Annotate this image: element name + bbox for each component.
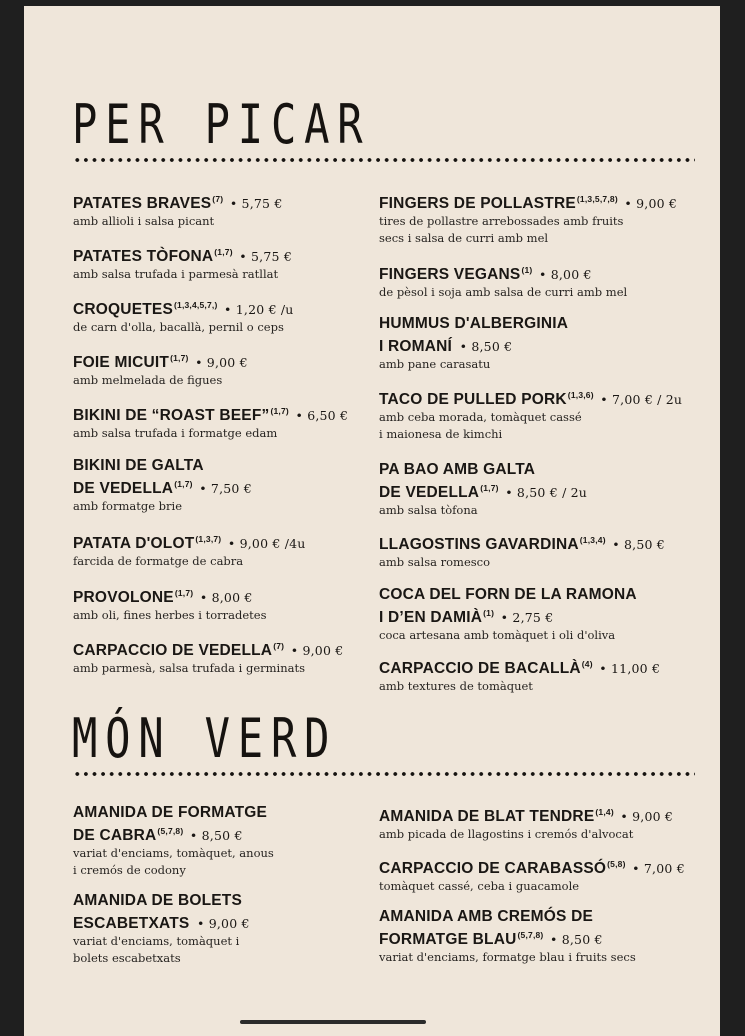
allergens: (1,3,6) <box>567 390 594 400</box>
item-description: amb picada de llagostins i cremós d'alvocat <box>379 827 634 841</box>
allergens: (7) <box>273 641 285 651</box>
menu-item <box>379 261 691 301</box>
menu-item <box>73 803 378 879</box>
item-name: CROQUETES <box>73 301 173 318</box>
item-description: amb textures de tomàquet <box>379 679 533 693</box>
menu-item <box>379 314 691 373</box>
allergens: (7) <box>212 194 224 204</box>
allergens: (1,4) <box>595 807 614 817</box>
item-price: • 5,75 € <box>239 249 292 264</box>
item-name: PROVOLONE <box>73 589 174 606</box>
item-name: I D’EN DAMIÀ <box>379 609 483 626</box>
menu-item <box>379 460 691 519</box>
item-description: amb pane carasatu <box>379 357 491 371</box>
item-description: amb salsa trufada i formatge edam <box>73 426 278 440</box>
item-price: • 9,00 € <box>195 355 248 370</box>
item-name: LLAGOSTINS GAVARDINA <box>379 536 579 553</box>
item-price: • 8,50 € <box>612 537 665 552</box>
menu-item <box>379 531 691 571</box>
item-description: amb salsa tòfona <box>379 503 478 517</box>
menu-item <box>73 891 378 967</box>
item-name: FOIE MICUIT <box>73 354 170 371</box>
item-name: DE CABRA <box>73 827 157 844</box>
item-price: • 9,00 € <box>624 196 678 211</box>
item-name-line1: PA BAO AMB GALTA <box>379 461 536 478</box>
menu-item <box>379 386 691 443</box>
item-price: • 7,00 € / 2u <box>600 392 683 407</box>
allergens: (1,7) <box>170 353 189 363</box>
item-description: amb ceba morada, tomàquet cassé <box>379 410 582 424</box>
item-description: de carn d'olla, bacallà, pernil o ceps <box>73 320 284 334</box>
item-name-line1: AMANIDA DE FORMATGE <box>73 804 268 821</box>
item-name: PATATA D'OLOT <box>73 535 195 552</box>
allergens: (1) <box>521 265 533 275</box>
item-description: variat d'enciams, tomàquet i <box>73 934 240 948</box>
allergens: (1,7) <box>174 479 193 489</box>
menu-item <box>73 296 378 336</box>
item-price: • 8,50 € / 2u <box>505 485 588 500</box>
item-price: • 5,75 € <box>229 196 283 211</box>
item-description: tomàquet cassé, ceba i guacamole <box>379 879 580 893</box>
menu-item <box>73 402 378 442</box>
item-description: amb parmesà, salsa trufada i germinats <box>73 661 305 675</box>
menu-page <box>24 6 720 1036</box>
item-description: farcida de formatge de cabra <box>73 554 244 568</box>
item-name: PATATES TÒFONA <box>73 248 214 265</box>
item-price: • 8,50 € <box>549 932 603 947</box>
menu-item <box>379 803 691 843</box>
menu-item <box>379 190 691 247</box>
item-price: • 7,50 € <box>199 481 252 496</box>
item-description: coca artesana amb tomàquet i oli d'oliva <box>379 628 616 642</box>
allergens: (5,8) <box>607 859 626 869</box>
item-description: tires de pollastre arrebossades amb fruits <box>379 214 624 228</box>
item-price: • 6,50 € <box>295 408 349 423</box>
item-price: • 8,50 € <box>459 339 513 354</box>
item-price: • 9,00 € <box>620 809 674 824</box>
item-description: de pèsol i soja amb salsa de curri amb mel <box>379 285 628 299</box>
item-name: CARPACCIO DE CARABASSÓ <box>379 860 607 877</box>
item-price: • 2,75 € <box>500 610 554 625</box>
item-description: i cremós de codony <box>73 863 186 877</box>
menu-item <box>379 655 691 695</box>
section-title-mon-verd: MÓN VERD <box>72 707 338 770</box>
allergens: (1,3,7) <box>195 534 222 544</box>
allergens: (1) <box>483 608 495 618</box>
menu-item <box>73 530 378 570</box>
item-name: FORMATGE BLAU <box>379 931 517 948</box>
item-name: DE VEDELLA <box>379 484 480 501</box>
allergens: (5,7,8) <box>157 826 184 836</box>
item-description: amb oli, fines herbes i torradetes <box>73 608 267 622</box>
item-description: variat d'enciams, formatge blau i fruits secs <box>379 950 636 964</box>
menu-item <box>73 190 378 230</box>
item-name-line1: COCA DEL FORN DE LA RAMONA <box>379 586 637 603</box>
allergens: (1,7) <box>480 483 499 493</box>
item-name-line1: HUMMUS D'ALBERGINIA <box>379 315 569 332</box>
allergens: (1,3,4) <box>579 535 606 545</box>
item-name: CARPACCIO DE VEDELLA <box>73 642 273 659</box>
item-price: • 8,00 € <box>199 590 253 605</box>
allergens: (5,7,8) <box>517 930 544 940</box>
item-name: AMANIDA DE BLAT TENDRE <box>379 808 595 825</box>
item-name: FINGERS VEGANS <box>379 266 521 283</box>
item-description: variat d'enciams, tomàquet, anous <box>73 846 274 860</box>
item-name-line1: BIKINI DE GALTA <box>73 457 204 474</box>
item-name-line1: AMANIDA DE BOLETS <box>73 892 243 909</box>
item-description: i maionesa de kimchi <box>379 427 503 441</box>
item-name: DE VEDELLA <box>73 480 174 497</box>
item-price: • 11,00 € <box>599 661 661 676</box>
menu-item <box>379 907 691 966</box>
allergens: (1,7) <box>174 588 194 598</box>
section-title-per-picar: PER PICAR <box>72 93 371 156</box>
item-name: I ROMANÍ <box>379 338 453 355</box>
item-name: CARPACCIO DE BACALLÀ <box>379 660 581 677</box>
menu-item <box>379 585 691 644</box>
item-description: amb salsa trufada i parmesà ratllat <box>73 267 279 281</box>
menu-item <box>73 637 378 677</box>
dotted-divider <box>73 157 695 163</box>
item-description: bolets escabetxats <box>73 951 181 965</box>
dotted-divider <box>73 771 695 777</box>
item-price: • 9,00 € <box>196 916 250 931</box>
item-description: amb melmelada de figues <box>73 373 223 387</box>
menu-item <box>73 243 378 283</box>
item-price: • 9,00 € <box>290 643 344 658</box>
item-name-line1: AMANIDA AMB CREMÓS DE <box>379 908 594 925</box>
horizontal-scrollbar[interactable] <box>240 1020 426 1024</box>
allergens: (1,3,5,7,8) <box>576 194 618 204</box>
item-description: amb formatge brie <box>73 499 183 513</box>
item-name: FINGERS DE POLLASTRE <box>379 195 576 212</box>
item-description: amb salsa romesco <box>379 555 491 569</box>
item-name: BIKINI DE “ROAST BEEF” <box>73 407 270 424</box>
allergens: (1,7) <box>270 406 289 416</box>
item-name: PATATES BRAVES <box>73 195 212 212</box>
allergens: (1,3,4,5,7,) <box>173 300 218 310</box>
item-name: ESCABETXATS <box>73 915 190 932</box>
item-price: • 8,00 € <box>538 267 592 282</box>
item-description: amb allioli i salsa picant <box>73 214 215 228</box>
allergens: (4) <box>581 659 593 669</box>
item-price: • 1,20 € /u <box>224 302 294 317</box>
item-price: • 7,00 € <box>632 861 685 876</box>
menu-item <box>379 855 691 895</box>
allergens: (1,7) <box>214 247 233 257</box>
item-price: • 8,50 € <box>189 828 243 843</box>
item-description: secs i salsa de curri amb mel <box>379 231 549 245</box>
item-name: TACO DE PULLED PORK <box>379 391 567 408</box>
menu-item <box>73 456 378 515</box>
menu-item <box>73 349 378 389</box>
menu-item <box>73 584 378 624</box>
item-price: • 9,00 € /4u <box>227 536 306 551</box>
